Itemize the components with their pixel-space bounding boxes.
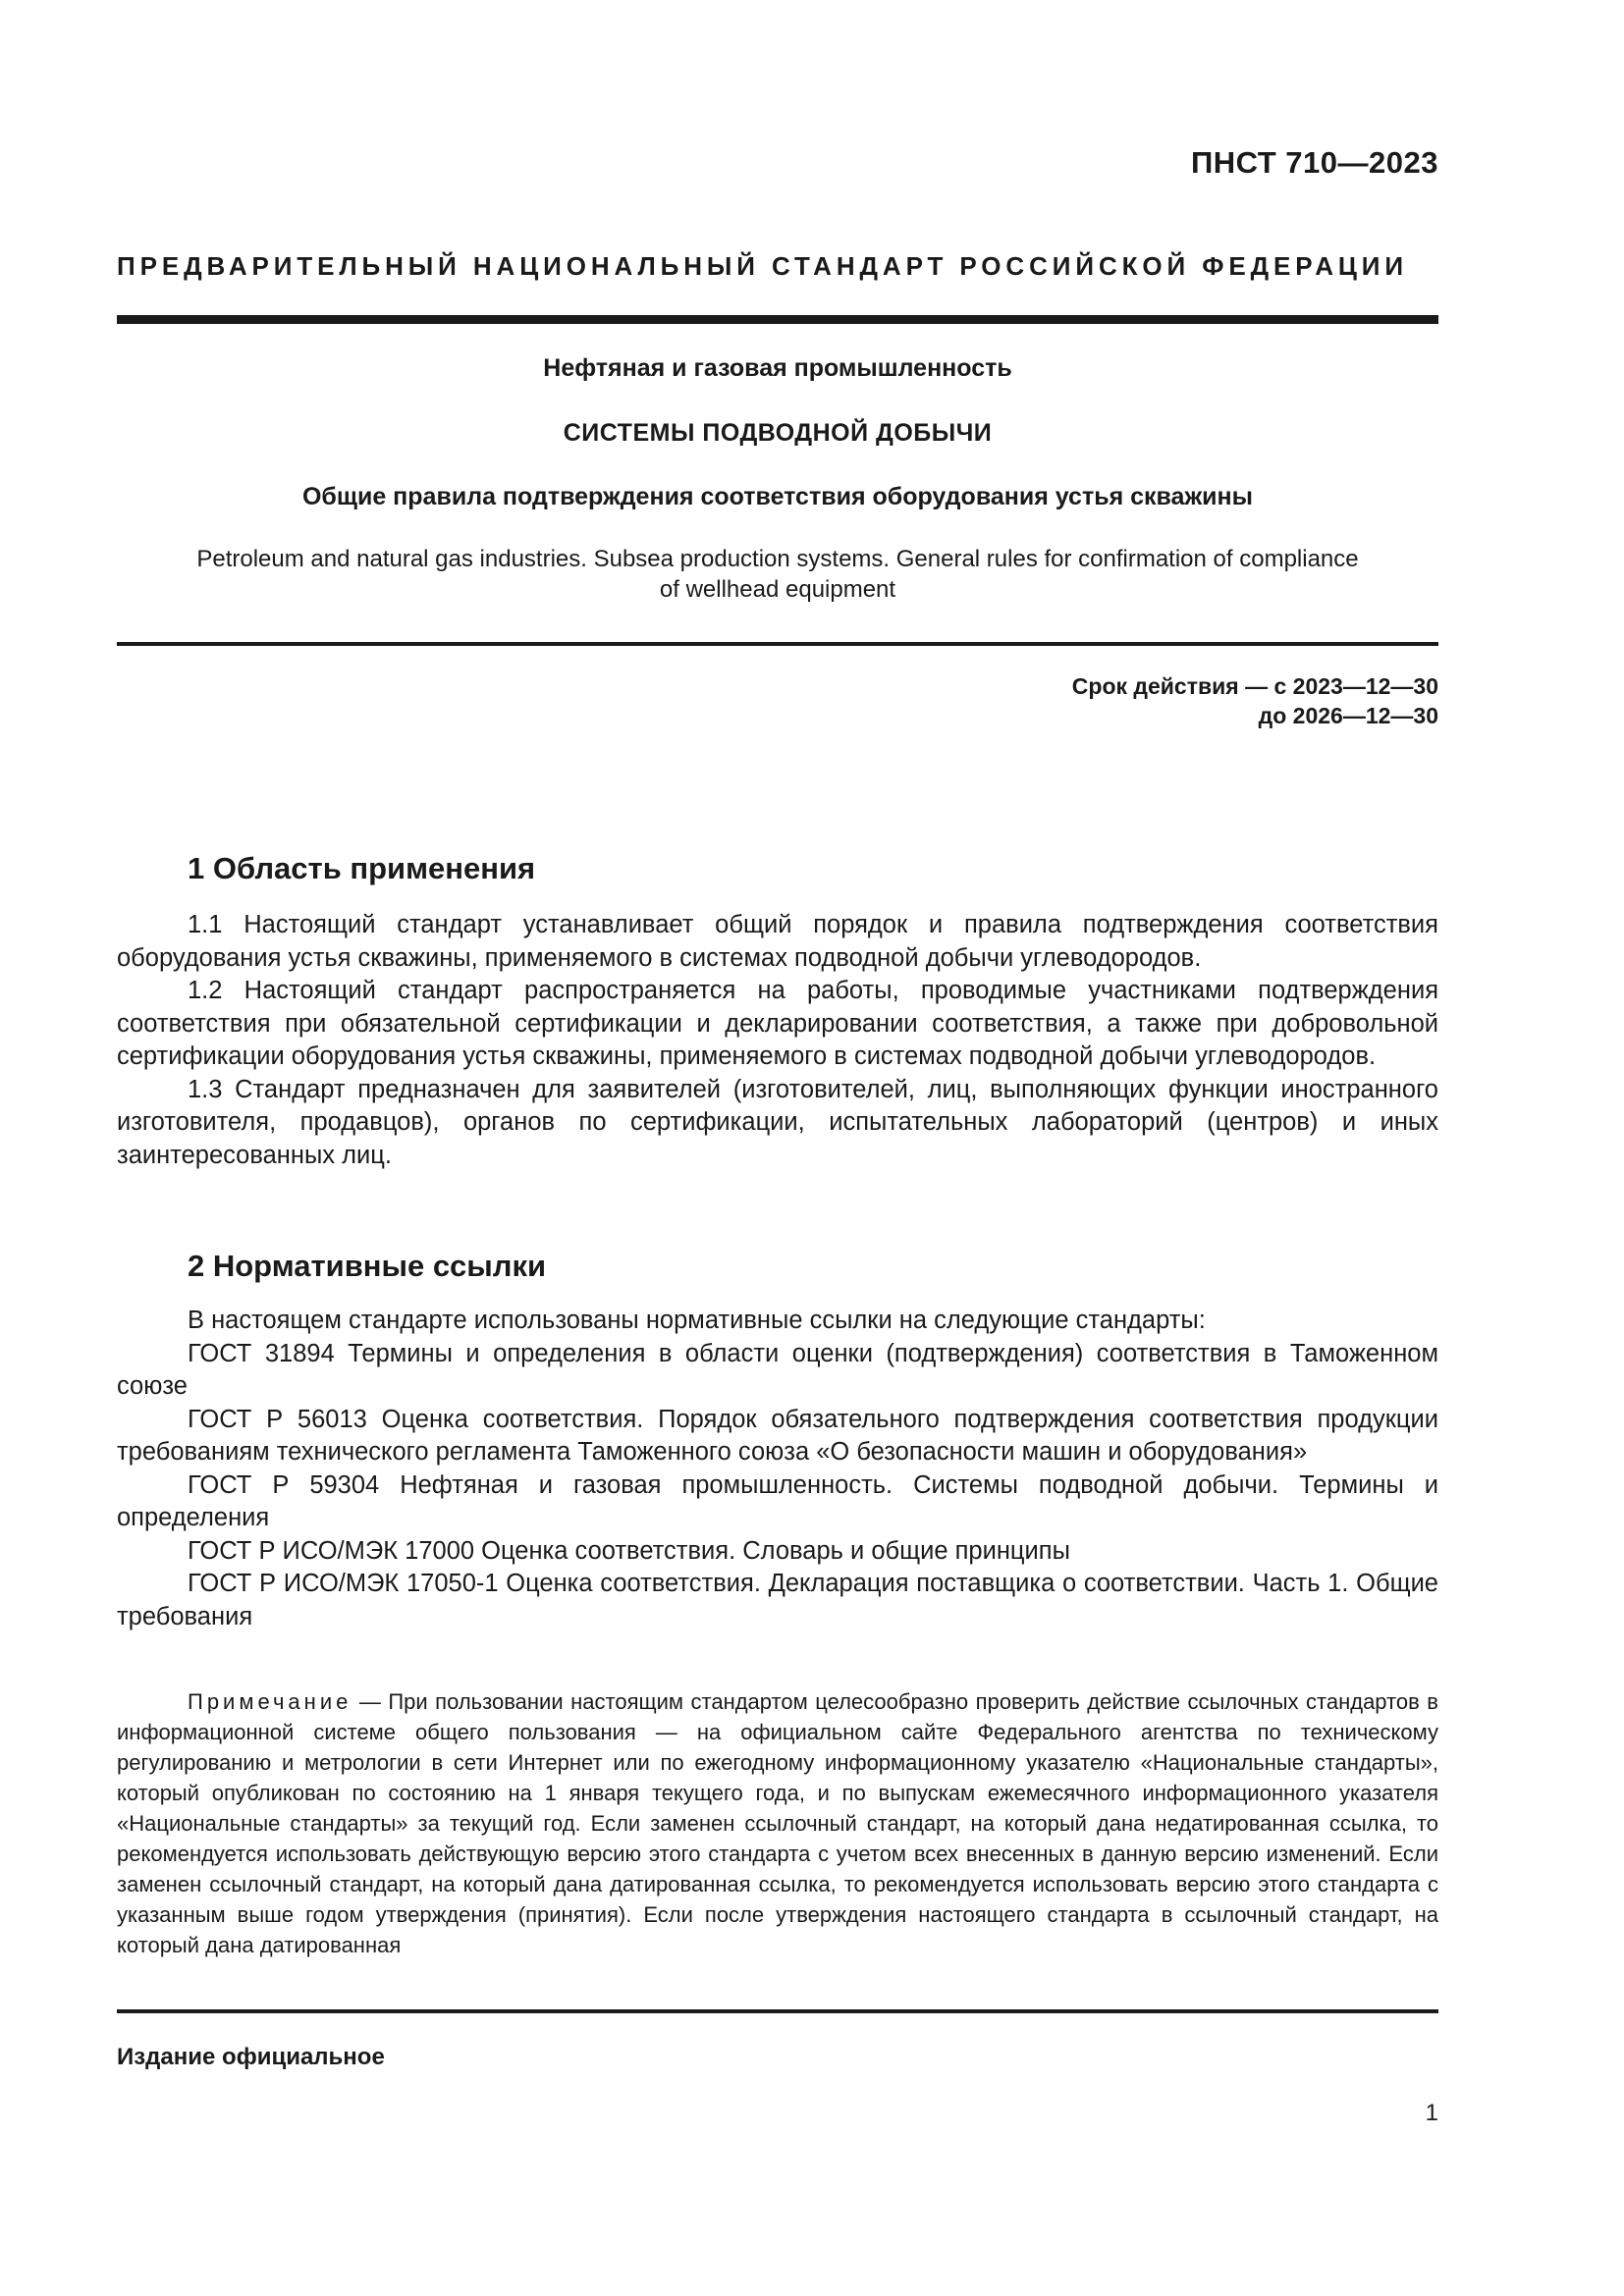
paragraph: 1.2 Настоящий стандарт распространяется на работы, проводимые участниками подтверждения соответствия при обязательной сертификации и декларировании соответствия, а также при добровольной сертификации оборудования устья скважины, применяемого в системах подводной добычи углеводородов. <box>117 977 1438 1070</box>
title-english-line: of wellhead equipment <box>659 576 896 603</box>
reference-item: ГОСТ Р 59304 Нефтяная и газовая промышленность. Системы подводной добычи. Термины и определения <box>117 1470 1438 1531</box>
section-2-body <box>117 1305 1438 1633</box>
validity-period <box>1072 671 1438 730</box>
title-subject: Общие правила подтверждения соответствия оборудования устья скважины <box>301 483 1254 510</box>
title-english <box>117 544 1438 605</box>
reference-item: ГОСТ Р 56013 Оценка соответствия. Порядок обязательного подтверждения соответствия продукции требованиям технического регламента Таможенного союза «О безопасности машин и оборудования» <box>117 1405 1438 1466</box>
edition-label: Издание официальное <box>117 2044 385 2070</box>
validity-to: до 2026—12—30 <box>1258 703 1438 728</box>
paragraph: В настоящем стандарте использованы нормативные ссылки на следующие стандарты: <box>188 1307 1206 1334</box>
page-number: 1 <box>1425 2100 1438 2126</box>
title-system: СИСТЕМЫ ПОДВОДНОЙ ДОБЫЧИ <box>563 419 993 447</box>
doc-kind: ПРЕДВАРИТЕЛЬНЫЙ НАЦИОНАЛЬНЫЙ СТАНДАРТ РОССИЙСКОЙ ФЕДЕРАЦИИ <box>117 251 1408 281</box>
note <box>117 1686 1438 1960</box>
title-industry: Нефтяная и газовая промышленность <box>543 354 1012 382</box>
section-2-heading: 2 Нормативные ссылки <box>188 1249 547 1283</box>
reference-item: ГОСТ Р ИСО/МЭК 17000 Оценка соответствия. Словарь и общие принципы <box>188 1536 1070 1565</box>
validity-from: Срок действия — с 2023—12—30 <box>1071 673 1438 699</box>
title-divider <box>117 642 1438 646</box>
paragraph: 1.1 Настоящий стандарт устанавливает общий порядок и правила подтверждения соответствия оборудования устья скважины, применяемого в системах подводной добычи углеводородов. <box>117 911 1438 972</box>
note-text: — При пользовании настоящим стандартом целесообразно проверить действие ссылочных стандартов в информационной системе общего пользования — на официальном сайте Федерального агентства по техническому регулированию и метрологии в сети Интернет или по ежегодному информационному указателю «Национальные стандарты», который опубликован по состоянию на 1 января текущего года, и по выпускам ежемесячного информационного указателя «Национальные стандарты» за текущий год. Если заменен ссылочный стандарт, на который дана недатированная ссылка, то рекомендуется использовать действующую версию этого стандарта с учетом всех внесенных в данную версию изменений. Если заменен ссылочный стандарт, на который дана датированная ссылка, то рекомендуется использовать версию этого стандарта с указанным выше годом утверждения (принятия). Если после утверждения настоящего стандарта в ссылочный стандарт, на который дана датированная <box>117 1689 1438 1957</box>
reference-item: ГОСТ 31894 Термины и определения в области оценки (подтверждения) соответствия в Таможенном союзе <box>117 1339 1438 1400</box>
paragraph: 1.3 Стандарт предназначен для заявителей (изготовителей, лиц, выполняющих функции иностранного изготовителя, продавцов), органов по сертификации, испытательных лабораторий (центров) и иных заинтересованных лиц. <box>117 1075 1438 1169</box>
doc-number: ПНСТ 710—2023 <box>1190 145 1438 180</box>
reference-item: ГОСТ Р ИСО/МЭК 17050-1 Оценка соответствия. Декларация поставщика о соответствии. Часть 1. Общие требования <box>117 1570 1438 1630</box>
note-label: Примечание <box>188 1689 352 1714</box>
section-1-heading: 1 Область применения <box>188 851 536 885</box>
title-english-line: Petroleum and natural gas industries. Subsea production systems. General rules for confirmation of compliance <box>196 546 1359 572</box>
header-divider <box>117 315 1438 324</box>
footer-divider <box>117 2009 1438 2013</box>
section-1-body <box>117 909 1438 1172</box>
